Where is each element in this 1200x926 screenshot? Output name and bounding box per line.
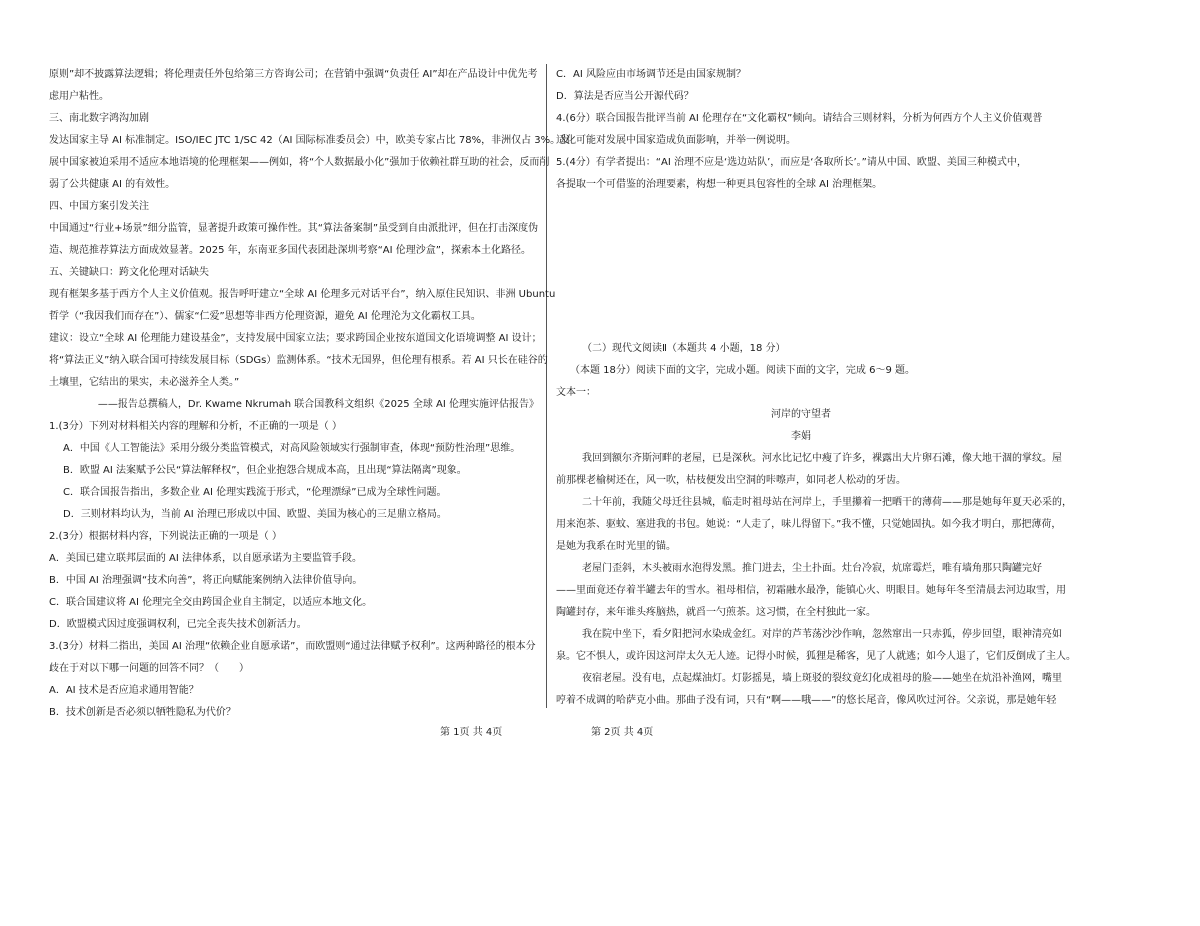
q2-option-d: D．欧盟模式因过度强调权利，已完全丧失技术创新活力。 <box>49 619 307 630</box>
q3-option-a: A．AI 技术是否应追求通用智能？ <box>49 685 199 696</box>
story-paragraph: 我在院中坐下，看夕阳把河水染成金红。对岸的芦苇荡沙沙作响，忽然窜出一只赤狐，停步回望，眼神清亮如 <box>582 629 1062 640</box>
q3-option-b: B．技术创新是否必须以牺牲隐私为代价？ <box>49 707 236 718</box>
left-column <box>49 64 571 724</box>
story-paragraph-cont: 陶罐封存，来年谁头疼脑热，就舀一勺煎茶。这习惯，在全村独此一家。 <box>556 607 876 618</box>
text-line: 将“算法正义”纳入联合国可持续发展目标（SDGs）监测体系。“技术无国界，但伦理有根系。若 AI 只长在硅谷的 <box>49 355 548 366</box>
q3-option-c: C．AI 风险应由市场调节还是由国家规制？ <box>556 69 746 80</box>
story-paragraph: 老屋门歪斜，木头被雨水泡得发黑。推门进去，尘土扑面。灶台冷寂，炕席霉烂，唯有墙角那只陶罐完好 <box>582 563 1042 574</box>
text-line: 中国通过“行业+场景”细分监管，显著提升政策可操作性。其“算法备案制”虽受到自由派批评，但在打击深度伪 <box>49 223 539 234</box>
section-instructions: （本题 18分）阅读下面的文字，完成小题。阅读下面的文字，完成 6～9 题。 <box>570 365 915 376</box>
section-title: （二）现代文阅读Ⅱ（本题共 4 小题，18 分） <box>582 343 786 354</box>
text-line: 原则”却不披露算法逻辑；将伦理责任外包给第三方咨询公司；在营销中强调“负责任 AI”却在产品设计中优先考 <box>49 69 538 80</box>
section-heading: 四、中国方案引发关注 <box>49 201 149 212</box>
q2-option-b: B．中国 AI 治理强调“技术向善”，将正向赋能案例纳入法律价值导向。 <box>49 575 363 586</box>
text-line: 弱了公共健康 AI 的有效性。 <box>49 179 176 190</box>
page-number-left: 第 1页 共 4页 <box>440 727 503 738</box>
q1-option-d: D．三则材料均认为，当前 AI 治理已形成以中国、欧盟、美国为核心的三足鼎立格局。 <box>63 509 447 520</box>
section-heading: 三、南北数字鸿沟加剧 <box>49 113 149 124</box>
story-author: 李娟 <box>791 431 811 442</box>
story-title: 河岸的守望者 <box>771 409 831 420</box>
question-5-cont: 各提取一个可借鉴的治理要素，构想一种更具包容性的全球 AI 治理框架。 <box>556 179 883 190</box>
story-paragraph-cont: 哼着不成调的哈萨克小曲。那曲子没有词，只有“啊——哦——”的悠长尾音，像风吹过河谷。父亲说，那是她年轻 <box>556 695 1057 706</box>
q1-option-b: B．欧盟 AI 法案赋予公民“算法解释权”，但企业抱怨合规成本高，且出现“算法隔离”现象。 <box>63 465 467 476</box>
q1-option-c: C．联合国报告指出，多数企业 AI 伦理实践流于形式，“伦理漂绿”已成为全球性问题。 <box>63 487 447 498</box>
story-paragraph: 夜宿老屋。没有电，点起煤油灯。灯影摇晃，墙上斑驳的裂纹竟幻化成祖母的脸——她坐在炕沿补渔网，嘴里 <box>582 673 1062 684</box>
answer-space <box>556 196 1046 338</box>
question-5: 5.(4分）有学者提出：“AI 治理不应是‘选边站队’，而应是‘各取所长’。”请从中国、欧盟、美国三种模式中， <box>556 157 1027 168</box>
question-2: 2.(3分）根据材料内容，下列说法正确的一项是（ ） <box>49 531 282 542</box>
question-3-cont: 歧在于对以下哪一问题的回答不同？（ ） <box>49 663 249 674</box>
text-line: 造、规范推荐算法方面成效显著。2025 年，东南亚多国代表团赴深圳考察“AI 伦理沙盒”，探索本土化路径。 <box>49 245 531 256</box>
story-paragraph-cont: 泉。它不惧人，或许因这河岸太久无人迹。记得小时候，狐狸是稀客，见了人就逃；如今人退了，它们反倒成了主人。 <box>556 651 1076 662</box>
story-paragraph-cont: 是她为我系在时光里的锚。 <box>556 541 676 552</box>
text-line: 展中国家被迫采用不适应本地语境的伦理框架——例如，将“个人数据最小化”强加于依赖社群互助的社会，反而削 <box>49 157 550 168</box>
question-3: 3.(3分）材料二指出，美国 AI 治理“依赖企业自愿承诺”，而欧盟则“通过法律赋予权利”。这两种路径的根本分 <box>49 641 536 652</box>
report-signature: ——报告总撰稿人，Dr. Kwame Nkrumah 联合国教科文组织《2025 全球 AI 伦理实施评估报告》 <box>97 399 539 410</box>
question-1: 1.(3分）下列对材料相关内容的理解和分析，不正确的一项是（ ） <box>49 421 342 432</box>
q2-option-a: A．美国已建立联邦层面的 AI 法律体系，以自愿承诺为主要监管手段。 <box>49 553 362 564</box>
story-paragraph-cont: 前那棵老榆树还在，风一吹，枯枝便发出空洞的咔嚓声，如同老人松动的牙齿。 <box>556 475 906 486</box>
text-line: 建议：设立“全球 AI 伦理能力建设基金”，支持发展中国家立法；要求跨国企业按东道国文化语境调整 AI 设计； <box>49 333 542 344</box>
question-4: 4.(6分）联合国报告批评当前 AI 伦理存在“文化霸权”倾向。请结合三则材料，分析为何西方个人主义价值观普 <box>556 113 1043 124</box>
text-line: 虑用户粘性。 <box>49 91 109 102</box>
section-heading: 五、关键缺口：跨文化伦理对话缺失 <box>49 267 209 278</box>
story-paragraph-cont: 用来泡茶、驱蚊、塞进我的书包。她说：“人走了，味儿得留下。”我不懂，只觉她固执。如今我才明白，那把薄荷， <box>556 519 1062 530</box>
q3-option-d: D．算法是否应当公开源代码？ <box>556 91 694 102</box>
right-column <box>556 64 1076 712</box>
text-label: 文本一： <box>556 387 596 398</box>
text-line: 哲学（“我因我们而存在”）、儒家“仁爱”思想等非西方伦理资源，避免 AI 伦理沦为文化霸权工具。 <box>49 311 481 322</box>
story-paragraph: 二十年前，我随父母迁往县城，临走时祖母站在河岸上，手里攥着一把晒干的薄荷——那是她每年夏天必采的， <box>582 497 1072 508</box>
story-paragraph: 我回到额尔齐斯河畔的老屋，已是深秋。河水比记忆中瘦了许多，裸露出大片卵石滩，像大地干涸的掌纹。屋 <box>582 453 1062 464</box>
q1-option-a: A．中国《人工智能法》采用分级分类监管模式，对高风险领域实行强制审查，体现“预防性治理”思维。 <box>63 443 521 454</box>
text-line: 发达国家主导 AI 标准制定。ISO/IEC JTC 1/SC 42（AI 国际标准委员会）中，欧美专家占比 78%，非洲仅占 3%。发 <box>49 135 571 146</box>
text-line: 现有框架多基于西方个人主义价值观。报告呼吁建立“全球 AI 伦理多元对话平台”，纳入原住民知识、非洲 Ubuntu <box>49 289 556 300</box>
q2-option-c: C．联合国建议将 AI 伦理完全交由跨国企业自主制定，以适应本地文化。 <box>49 597 373 608</box>
text-line: 土壤里，它结出的果实，未必滋养全人类。” <box>49 377 240 388</box>
story-paragraph-cont: ——里面竟还存着半罐去年的雪水。祖母相信，初霜融水最净，能镇心火、明眼目。她每年冬至清晨去河边取雪，用 <box>556 585 1066 596</box>
page-number-right: 第 2页 共 4页 <box>591 727 654 738</box>
question-4-cont: 适化可能对发展中国家造成负面影响，并举一例说明。 <box>556 135 796 146</box>
